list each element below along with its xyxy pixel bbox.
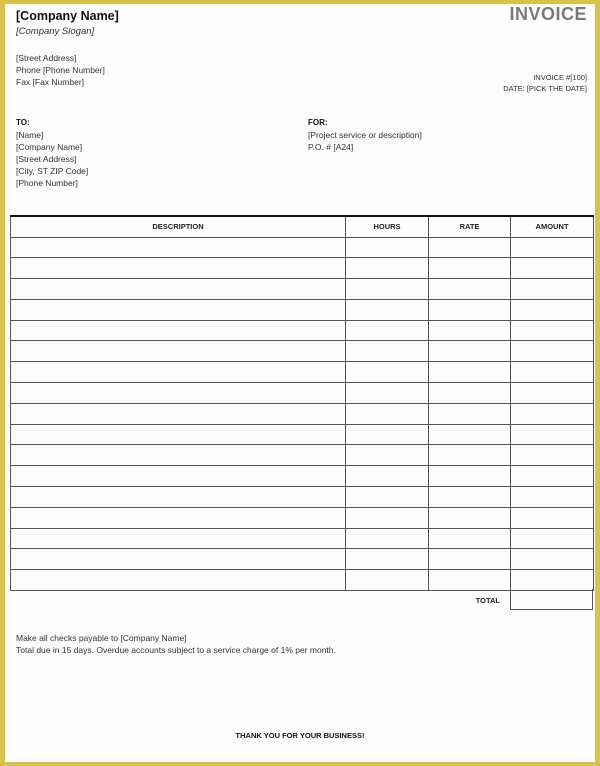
- amount-cell[interactable]: [511, 549, 594, 570]
- table-row: [11, 403, 594, 424]
- description-cell[interactable]: [11, 424, 346, 445]
- hours-cell[interactable]: [346, 466, 429, 487]
- description-cell[interactable]: [11, 549, 346, 570]
- hours-cell[interactable]: [346, 279, 429, 300]
- to-street[interactable]: [Street Address]: [16, 154, 77, 164]
- rate-cell[interactable]: [429, 445, 511, 466]
- rate-cell[interactable]: [429, 320, 511, 341]
- amount-cell[interactable]: [511, 466, 594, 487]
- table-row: [11, 383, 594, 404]
- table-row: [11, 320, 594, 341]
- to-phone[interactable]: [Phone Number]: [16, 178, 78, 188]
- rate-cell[interactable]: [429, 487, 511, 508]
- company-slogan[interactable]: [Company Slogan]: [16, 26, 95, 37]
- amount-cell[interactable]: [511, 279, 594, 300]
- amount-cell[interactable]: [511, 299, 594, 320]
- hours-cell[interactable]: [346, 383, 429, 404]
- hours-cell[interactable]: [346, 549, 429, 570]
- total-label: TOTAL: [475, 596, 500, 605]
- rate-cell[interactable]: [429, 237, 511, 258]
- rate-cell[interactable]: [429, 341, 511, 362]
- hours-cell[interactable]: [346, 487, 429, 508]
- amount-cell[interactable]: [511, 237, 594, 258]
- amount-cell[interactable]: [511, 570, 594, 591]
- description-cell[interactable]: [11, 466, 346, 487]
- description-cell[interactable]: [11, 362, 346, 383]
- description-cell[interactable]: [11, 528, 346, 549]
- description-cell[interactable]: [11, 507, 346, 528]
- rate-cell[interactable]: [429, 570, 511, 591]
- hours-cell[interactable]: [346, 341, 429, 362]
- for-label: FOR:: [308, 118, 328, 127]
- table-row: [11, 487, 594, 508]
- table-row: [11, 466, 594, 487]
- description-cell[interactable]: [11, 237, 346, 258]
- rate-cell[interactable]: [429, 528, 511, 549]
- hours-cell[interactable]: [346, 570, 429, 591]
- amount-cell[interactable]: [511, 528, 594, 549]
- table-row: [11, 507, 594, 528]
- invoice-date[interactable]: DATE: [PICK THE DATE]: [503, 84, 587, 93]
- hours-cell[interactable]: [346, 445, 429, 466]
- header-hours: HOURS: [346, 216, 429, 237]
- description-cell[interactable]: [11, 445, 346, 466]
- hours-cell[interactable]: [346, 507, 429, 528]
- to-label: TO:: [16, 118, 30, 127]
- description-cell[interactable]: [11, 570, 346, 591]
- amount-cell[interactable]: [511, 424, 594, 445]
- table-header-row: [11, 216, 594, 237]
- hours-cell[interactable]: [346, 528, 429, 549]
- rate-cell[interactable]: [429, 279, 511, 300]
- hours-cell[interactable]: [346, 237, 429, 258]
- description-cell[interactable]: [11, 299, 346, 320]
- company-fax[interactable]: Fax [Fax Number]: [16, 77, 85, 87]
- header-description: DESCRIPTION: [11, 216, 346, 237]
- rate-cell[interactable]: [429, 299, 511, 320]
- rate-cell[interactable]: [429, 383, 511, 404]
- description-cell[interactable]: [11, 403, 346, 424]
- amount-cell[interactable]: [511, 445, 594, 466]
- hours-cell[interactable]: [346, 362, 429, 383]
- hours-cell[interactable]: [346, 258, 429, 279]
- amount-cell[interactable]: [511, 258, 594, 279]
- hours-cell[interactable]: [346, 299, 429, 320]
- amount-cell[interactable]: [511, 341, 594, 362]
- amount-cell[interactable]: [511, 403, 594, 424]
- company-street[interactable]: [Street Address]: [16, 53, 77, 63]
- hours-cell[interactable]: [346, 403, 429, 424]
- table-row: [11, 528, 594, 549]
- rate-cell[interactable]: [429, 507, 511, 528]
- for-po-number[interactable]: P.O. # [A24]: [308, 142, 354, 152]
- line-items-table: [10, 215, 594, 591]
- hours-cell[interactable]: [346, 320, 429, 341]
- amount-cell[interactable]: [511, 487, 594, 508]
- invoice-page: [5, 4, 595, 762]
- for-description[interactable]: [Project service or description]: [308, 130, 422, 140]
- rate-cell[interactable]: [429, 403, 511, 424]
- description-cell[interactable]: [11, 320, 346, 341]
- to-name[interactable]: [Name]: [16, 130, 44, 140]
- terms-note: Total due in 15 days. Overdue accounts subject to a service charge of 1% per month.: [16, 645, 336, 655]
- description-cell[interactable]: [11, 341, 346, 362]
- table-row: [11, 362, 594, 383]
- table-row: [11, 299, 594, 320]
- rate-cell[interactable]: [429, 549, 511, 570]
- header-amount: AMOUNT: [511, 216, 594, 237]
- description-cell[interactable]: [11, 487, 346, 508]
- rate-cell[interactable]: [429, 258, 511, 279]
- table-row: [11, 549, 594, 570]
- to-city[interactable]: [City, ST ZIP Code]: [16, 166, 89, 176]
- to-company[interactable]: [Company Name]: [16, 142, 83, 152]
- invoice-title: INVOICE: [509, 4, 587, 24]
- table-row: [11, 445, 594, 466]
- rate-cell[interactable]: [429, 466, 511, 487]
- table-row: [11, 341, 594, 362]
- rate-cell[interactable]: [429, 362, 511, 383]
- total-amount-cell[interactable]: [510, 589, 593, 610]
- table-row: [11, 570, 594, 591]
- description-cell[interactable]: [11, 383, 346, 404]
- description-cell[interactable]: [11, 258, 346, 279]
- hours-cell[interactable]: [346, 424, 429, 445]
- company-name[interactable]: [Company Name]: [16, 9, 119, 23]
- table-row: [11, 279, 594, 300]
- table-row: [11, 424, 594, 445]
- header-rate: RATE: [429, 216, 511, 237]
- amount-cell[interactable]: [511, 320, 594, 341]
- amount-cell[interactable]: [511, 383, 594, 404]
- thank-you-message: THANK YOU FOR YOUR BUSINESS!: [235, 731, 365, 740]
- payable-note: Make all checks payable to [Company Name]: [16, 633, 187, 643]
- amount-cell[interactable]: [511, 362, 594, 383]
- table-row: [11, 237, 594, 258]
- table-row: [11, 258, 594, 279]
- description-cell[interactable]: [11, 279, 346, 300]
- rate-cell[interactable]: [429, 424, 511, 445]
- invoice-number[interactable]: INVOICE #[100]: [533, 73, 587, 82]
- amount-cell[interactable]: [511, 507, 594, 528]
- company-phone[interactable]: Phone [Phone Number]: [16, 65, 105, 75]
